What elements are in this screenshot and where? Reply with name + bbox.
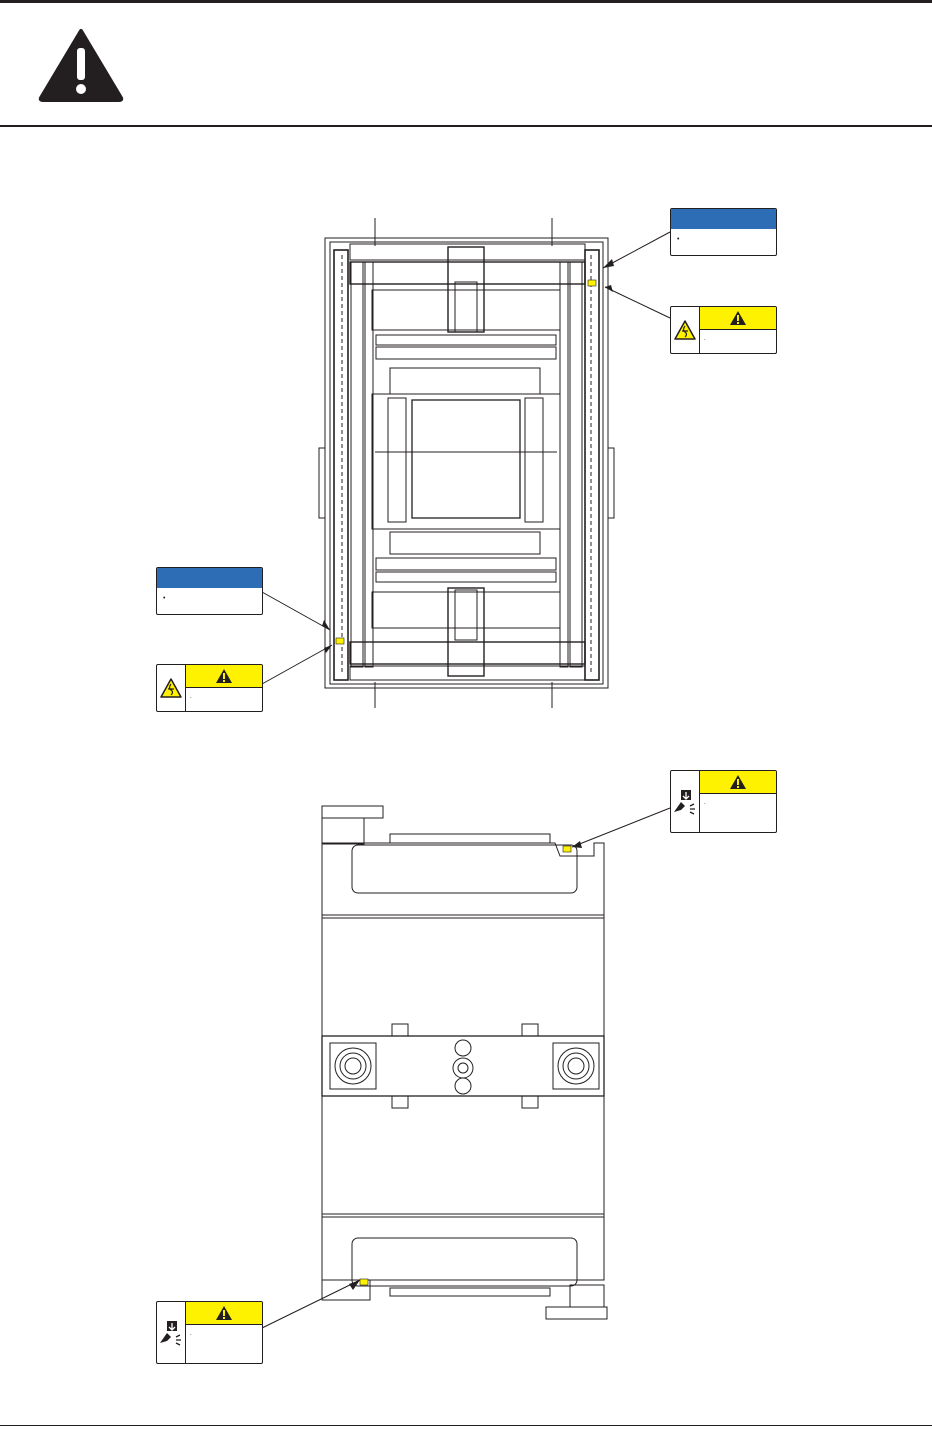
alert-triangle-icon — [729, 310, 747, 326]
notice-header-bar — [157, 568, 262, 588]
notice-text: • — [163, 595, 166, 602]
side-view-drawing — [322, 806, 607, 1319]
alert-triangle-icon — [215, 668, 233, 684]
alert-triangle-icon — [215, 1305, 233, 1321]
caution-text: . — [704, 336, 706, 342]
caution-header — [700, 307, 776, 330]
notice-text: • — [677, 236, 680, 243]
leader-lines — [262, 232, 670, 1328]
pinch-point-icon — [157, 1302, 186, 1363]
alert-triangle-icon — [729, 774, 747, 790]
notice-label-top-right — [670, 208, 777, 256]
hot-surface-icon — [157, 665, 186, 711]
caution-label-pinch-bottom-left — [156, 1301, 263, 1364]
caution-header — [186, 1302, 262, 1325]
notice-header-bar — [671, 209, 776, 229]
top-view-drawing — [319, 218, 614, 708]
notice-label-left — [156, 567, 263, 615]
pinch-point-icon — [671, 771, 700, 832]
caution-header — [700, 771, 776, 794]
footer-rule — [0, 1425, 932, 1426]
hot-surface-icon — [671, 307, 700, 353]
caution-label-hot-top-right — [670, 306, 777, 354]
caution-text: . — [704, 800, 706, 806]
caution-text: . — [190, 1331, 192, 1337]
caution-label-pinch-top-right — [670, 770, 777, 833]
caution-text: . — [190, 694, 192, 700]
caution-label-hot-left — [156, 664, 263, 712]
caution-header — [186, 665, 262, 688]
